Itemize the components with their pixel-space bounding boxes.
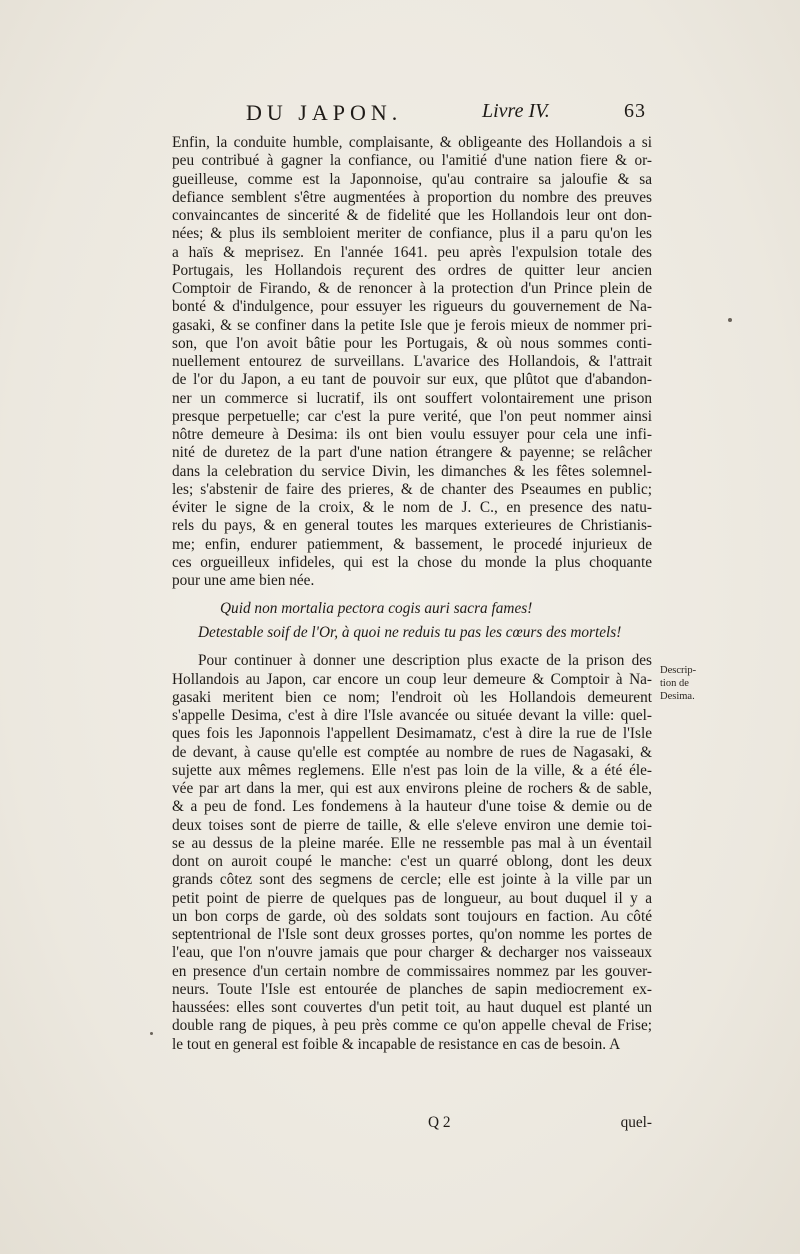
text-line: double rang de piques, à peu près comme ce qu'on appelle cheval de Frise;: [172, 1017, 652, 1035]
text-line: grands côtez sont des segmens de cercle; elle est jointe à la ville par un: [172, 871, 652, 889]
text-line: dont on auroit coupé le manche: c'est un quarré oblong, dont les deux: [172, 853, 652, 870]
text-line: presque perpetuelle; car c'est la pure verité, que l'on peut nommer ainsi: [172, 407, 652, 425]
text-line: Comptoir de Firando, & de renoncer à la protection d'un Prince plein de: [172, 280, 652, 297]
paragraph-1: [172, 134, 652, 590]
paragraph-2: [172, 652, 652, 1054]
text-line: dans la celebration du service Divin, les dimanches & les fêtes solemnel-: [172, 462, 652, 480]
verse-translation: Detestable soif de l'Or, à quoi ne reduis tu pas les cœurs des mortels!: [198, 624, 622, 642]
text-line: peu contribué à gagner la confiance, ou l'amitié d'une nation fiere & or-: [172, 152, 652, 170]
page-number: 63: [624, 100, 646, 122]
text-line: nité de duretez de la part d'une nation étrangere & payenne; se relâcher: [172, 444, 652, 462]
text-line: ner un commerce si lucratif, ils ont souffert volontairement une prison: [172, 389, 652, 407]
running-header: [246, 100, 646, 130]
text-line: convaincantes de sincerité & de fidelité que les Hollandois leur ont don-: [172, 207, 652, 224]
text-line: les; s'abstenir de faire des prieres, & de chanter des Pseaumes en public;: [172, 480, 652, 498]
text-line: nôtre demeure à Desima: ils ont bien voulu essuyer pour cela une infi-: [172, 426, 652, 443]
text-line: se au dessus de la pleine marée. Elle ne ressemble pas mal à un éventail: [172, 834, 652, 852]
text-line: Pour continuer à donner une description plus exacte de la prison des: [198, 652, 652, 670]
text-line: éviter le signe de la croix, & le nom de J. C., en presence des natu-: [172, 499, 652, 516]
page-footer: [172, 1114, 652, 1134]
text-line: sujette aux mêmes reglemens. Elle n'est pas loin de la ville, & a été éle-: [172, 761, 652, 779]
ink-speck: [150, 1032, 153, 1035]
text-line: le tout en general est foible & incapable de resistance en cas de besoin. A: [172, 1035, 621, 1053]
text-line: gasaki, & se confiner dans la petite Isle que je ferois mieux de nommer pri-: [172, 316, 652, 334]
signature-mark: Q 2: [428, 1114, 451, 1131]
margin-note: [660, 664, 710, 703]
text-line: s'appelle Desima, c'est à dire l'Isle avancée ou située devant la ville: quel-: [172, 707, 652, 724]
text-line: de devant, à cause qu'elle est comptée au nombre de rues de Nagasaki, &: [172, 743, 652, 761]
text-line: son, que l'on avoit bâtie pour les Portugais, & où nous sommes conti-: [172, 334, 652, 352]
text-line: defiance semblent s'être augmentées à proportion du nombre des preuves: [172, 188, 652, 206]
text-line: gasaki meritent bien ce nom; l'endroit où les Hollandois demeurent: [172, 688, 652, 706]
text-line: de l'or du Japon, a eu tant de pouvoir sur eux, que plûtot que d'abandon-: [172, 371, 652, 389]
text-line: nées; & plus ils sembloient meriter de confiance, plus il a paru qu'on les: [172, 225, 652, 243]
text-line: septentrional de l'Isle sont deux grosses portes, qu'on nomme les portes de: [172, 926, 652, 943]
margin-note-line: Desima.: [660, 691, 695, 702]
text-line: deux toises sont de pierre de taille, & elle s'eleve environ une demie toi-: [172, 816, 652, 834]
text-line: pour une ame bien née.: [172, 572, 315, 589]
text-line: haussées: elles sont couvertes d'un petit toit, au haut duquel est planté un: [172, 999, 652, 1016]
body-text: [172, 134, 652, 1054]
running-title: DU JAPON.: [246, 100, 403, 125]
text-line: un bon corps de garde, où des soldats sont toujours en faction. Au côté: [172, 907, 652, 925]
margin-note-line: Descrip-: [660, 665, 697, 676]
text-line: gueilleuse, comme est la Japonnoise, qu'au contraire sa jaloufie & sa: [172, 170, 652, 188]
text-line: Enfin, la conduite humble, complaisante, & obligeante des Hollandois a si: [172, 134, 652, 151]
text-line: ques fois les Japonnois l'appellent Desimamatz, c'est à dire la rue de l'Isle: [172, 725, 652, 743]
catchword: quel-: [620, 1114, 652, 1131]
margin-note-line: tion de: [660, 678, 689, 689]
text-line: rels du pays, & en general toutes les marques exterieures de Christianis-: [172, 517, 652, 535]
ink-speck: [728, 318, 732, 322]
text-line: vée par art dans la mer, qui est aux environs pleine de rochers & de sable,: [172, 780, 652, 797]
text-line: en presence d'un certain nombre de commissaires nommez par les gouver-: [172, 962, 652, 980]
text-line: neurs. Toute l'Isle est entourée de planches de sapin mediocrement ex-: [172, 980, 652, 998]
book-number: Livre IV.: [482, 100, 550, 122]
text-line: & a peu de fond. Les fondemens à la hauteur d'une toise & demie ou de: [172, 798, 652, 816]
text-line: Hollandois au Japon, car encore un coup leur demeure & Comptoir à Na-: [172, 670, 652, 688]
text-line: bonté & d'indulgence, pour essuyer les rigueurs du gouvernement de Na-: [172, 298, 652, 316]
text-line: l'eau, que l'on n'ouvre jamais que pour charger & decharger nos vaisseaux: [172, 944, 652, 962]
text-line: nuellement entourez de surveillans. L'avarice des Hollandois, & l'attrait: [172, 353, 652, 370]
text-line: a haïs & meprisez. En l'année 1641. peu après l'expulsion totale des: [172, 243, 652, 261]
text-line: me; enfin, endurer patiemment, & bassement, le procedé injurieux de: [172, 535, 652, 553]
text-line: Portugais, les Hollandois reçurent des ordres de quitter leur ancien: [172, 261, 652, 279]
text-line: petit point de pierre de quelques pas de longueur, au bout duquel il y a: [172, 889, 652, 907]
latin-verse: Quid non mortalia pectora cogis auri sacra fames!: [220, 600, 533, 618]
text-line: ces orgueilleux infideles, qui est la chose du monde la plus choquante: [172, 553, 652, 571]
